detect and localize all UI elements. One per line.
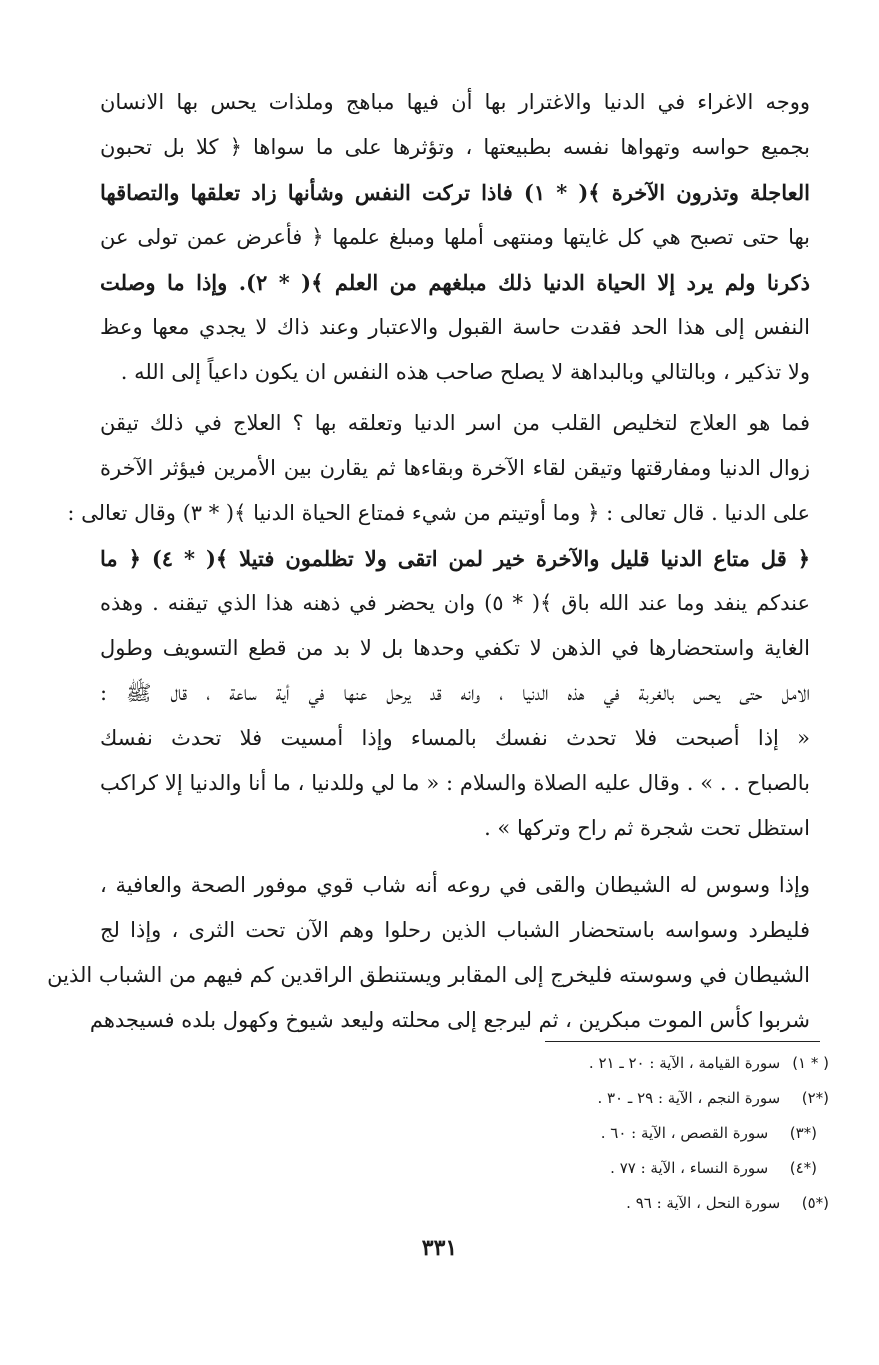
text-line: النفس إلى هذا الحد فقدت حاسة القبول والاعتبار وعند ذاك لا يجدي معها وعظ <box>100 315 810 339</box>
footnote-divider <box>545 1041 820 1042</box>
text-line: ووجه الاغراء في الدنيا والاغترار بها أن فيها مباهج وملذات يحس بها الانسان <box>100 90 810 114</box>
footnote <box>409 1081 829 1116</box>
text-line: زوال الدنيا ومفارقتها وتيقن لقاء الآخرة وبقاءها ثم يقارن بين الأمرين فيؤثر الآخرة <box>100 456 810 480</box>
footnote <box>409 1046 829 1081</box>
footnote-text: سورة النساء ، الآية : ٧٧ . <box>610 1159 769 1177</box>
text-line: بها حتى تصبح هي كل غايتها ومنتهى أملها ومبلغ علمها ﴿ فأعرض عمن تولى عن <box>100 225 810 249</box>
footnote-mark: ( * ١) <box>792 1054 829 1072</box>
text-line: ولا تذكير ، وبالتالي وبالبداهة لا يصلح صاحب هذه النفس ان يكون داعياً إلى الله . <box>120 360 810 384</box>
footnote-text: سورة القصص ، الآية : ٦٠ . <box>600 1124 769 1142</box>
footnote-mark: (*٢) <box>801 1089 829 1107</box>
text-line: شربوا كأس الموت مبكرين ، ثم ليرجع إلى محلته وليعد شيوخ وكهول بلده فسيجدهم <box>89 1008 810 1032</box>
text-line: بجميع حواسه وتهواها نفسه بطبيعتها ، وتؤثرها على ما سواها ﴿ كلا بل تحبون <box>100 135 810 159</box>
footnote-mark: (*٥) <box>801 1194 829 1212</box>
text-line: ﴿ قل متاع الدنيا قليل والآخرة خير لمن اتقى ولا تظلمون فتيلا ﴾( * ٤) ﴿ ما <box>100 546 810 571</box>
footnote <box>409 1186 829 1221</box>
text-line: فليطرد وسواسه باستحضار الشباب الذين رحلوا وهم الآن تحت الثرى ، وإذا لج <box>100 918 810 942</box>
footnote <box>409 1151 829 1186</box>
text-line: على الدنيا . قال تعالى : ﴿ وما أوتيتم من شيء فمتاع الحياة الدنيا ﴾( * ٣) وقال تعالى : <box>67 501 810 525</box>
text-line: فما هو العلاج لتخليص القلب من اسر الدنيا وتعلقه بها ؟ العلاج في ذلك تيقن <box>100 411 810 435</box>
text-line: العاجلة وتذرون الآخرة ﴾( * ١) فاذا تركت النفس وشأنها زاد تعلقها والتصاقها <box>100 180 811 205</box>
footnotes <box>409 1046 829 1221</box>
text-line: الشيطان في وسوسته فليخرج إلى المقابر ويستنطق الراقدين كم فيهم من الشباب الذين <box>47 963 810 987</box>
footnote-mark: (*٤) <box>789 1159 817 1177</box>
footnote-text: سورة القيامة ، الآية : ٢٠ ـ ٢١ . <box>588 1054 781 1072</box>
text-line: « إذا أصبحت فلا تحدث نفسك بالمساء وإذا أمسيت فلا تحدث نفسك <box>100 726 810 750</box>
paragraph-gap <box>100 851 810 863</box>
main-text <box>47 80 811 1043</box>
text-line: وإذا وسوس له الشيطان والقى في روعه أنه شاب قوي موفور الصحة والعافية ، <box>100 873 810 897</box>
text-line: ذكرنا ولم يرد إلا الحياة الدنيا ذلك مبلغهم من العلم ﴾( * ٢). وإذا ما وصلت <box>100 270 810 295</box>
text-line: عندكم ينفد وما عند الله باق ﴾( * ٥) وان يحضر في ذهنه هذا الذي تيقنه . وهذه <box>100 591 811 615</box>
text-line: بالصباح . . » . وقال عليه الصلاة والسلام : « ما لي وللدنيا ، ما أنا والدنيا إلا كراكب <box>100 771 810 795</box>
text-line: استظل تحت شجرة ثم راح وتركها » . <box>484 816 810 840</box>
footnote-text: سورة النجم ، الآية : ٢٩ ـ ٣٠ . <box>597 1089 781 1107</box>
footnote-text: سورة النحل ، الآية : ٩٦ . <box>626 1194 781 1212</box>
text-line: الامل حتى يحس بالغربة في هذه الدنيا ، وانه قد يرحل عنها في أية ساعة ، قال ﷺ : <box>100 681 810 705</box>
text-line: الغاية واستحضارها في الذهن لا تكفي وحدها بل لا بد من قطع التسويف وطول <box>100 636 810 660</box>
page-number: ٣٣١ <box>421 1235 458 1261</box>
footnote <box>409 1116 829 1151</box>
footnote-mark: (*٣) <box>789 1124 817 1142</box>
